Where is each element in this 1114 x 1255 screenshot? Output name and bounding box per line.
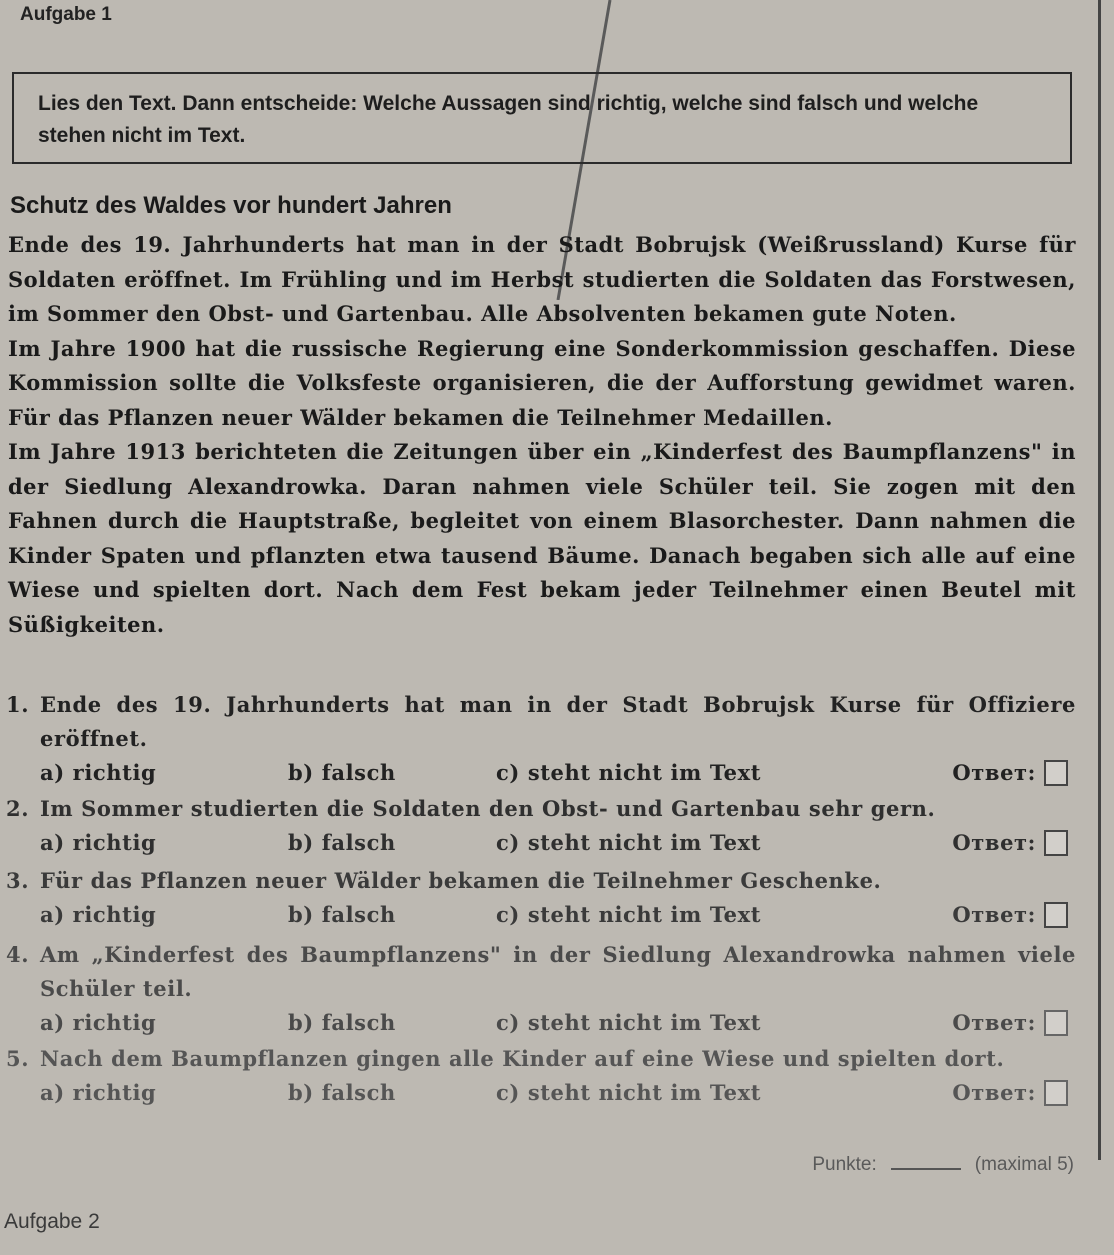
answer-box[interactable] <box>1044 1010 1068 1036</box>
question-5 <box>6 1042 1076 1110</box>
question-number: 3. <box>6 868 30 893</box>
question-statement: Am „Kinderfest des Baumpflanzens" in der Siedlung Alexandrowka nahmen viele Schüler teil. <box>40 942 1076 1001</box>
option-falsch[interactable]: b) falsch <box>288 902 396 927</box>
question-statement: Nach dem Baumpflanzen gingen alle Kinder auf eine Wiese und spielten dort. <box>40 1046 1005 1071</box>
options-row <box>6 898 1076 932</box>
passage-paragraph: Ende des 19. Jahrhunderts hat man in der Stadt Bobrujsk (Weißrussland) Kurse für Soldaten eröffnet. Im Frühling und im Herbst studierten die Soldaten das Forstwesen, im Sommer den Obst- und Gartenbau. Alle Absolventen bekamen gute Noten. <box>8 232 1076 326</box>
score-blank[interactable] <box>891 1150 961 1170</box>
instruction-box <box>12 72 1072 164</box>
question-text <box>6 1042 1076 1076</box>
answer-field <box>952 898 1068 932</box>
passage-paragraph: Im Jahre 1900 hat die russische Regierung eine Sonderkommission geschaffen. Diese Kommission sollte die Volksfeste organisieren, die der Aufforstung gewidmet waren. Für das Pflanzen neuer Wälder bekamen die Teilnehmer Medaillen. <box>8 335 1076 430</box>
score-max: (maximal 5) <box>974 1154 1074 1175</box>
answer-label: Ответ: <box>952 830 1036 855</box>
option-richtig[interactable]: a) richtig <box>40 1010 157 1035</box>
answer-box[interactable] <box>1044 1080 1068 1106</box>
score-label: Punkte: <box>812 1154 877 1175</box>
option-richtig[interactable]: a) richtig <box>40 830 157 855</box>
option-richtig[interactable]: a) richtig <box>40 760 157 785</box>
options-row <box>6 826 1076 860</box>
question-number: 5. <box>6 1046 30 1071</box>
question-text <box>6 792 1076 826</box>
answer-field <box>952 826 1068 860</box>
question-statement: Ende des 19. Jahrhunderts hat man in der Stadt Bobrujsk Kurse für Offiziere eröffnet. <box>40 692 1076 751</box>
answer-field <box>952 1076 1068 1110</box>
options-row <box>6 1006 1076 1040</box>
option-falsch[interactable]: b) falsch <box>288 1010 396 1035</box>
answer-box[interactable] <box>1044 760 1068 786</box>
option-nicht-im-text[interactable]: c) steht nicht im Text <box>496 830 762 855</box>
question-statement: Im Sommer studierten die Soldaten den Obst- und Gartenbau sehr gern. <box>40 796 936 821</box>
question-2 <box>6 792 1076 860</box>
option-richtig[interactable]: a) richtig <box>40 1080 157 1105</box>
instruction-text: Lies den Text. Dann entscheide: Welche Aussagen sind richtig, welche sind falsch und welche stehen nicht im Text. <box>38 92 979 147</box>
question-number: 2. <box>6 796 30 821</box>
options-row <box>6 756 1076 790</box>
answer-label: Ответ: <box>952 902 1036 927</box>
option-falsch[interactable]: b) falsch <box>288 830 396 855</box>
passage-paragraph: Im Jahre 1913 berichteten die Zeitungen über ein „Kinderfest des Baumpflanzens" in der Siedlung Alexandrowka. Daran nahmen viele Schüler teil. Sie zogen mit den Fahnen durch die Hauptstraße, begleitet von einem Blasorchester. Dann nahmen die Kinder Spaten und pflanzten etwa tausend Bäume. Danach begaben sich alle auf eine Wiese und spielten dort. Nach dem Fest bekam jeder Teilnehmer einen Beutel mit Süßigkeiten. <box>8 439 1076 637</box>
answer-label: Ответ: <box>952 760 1036 785</box>
option-richtig[interactable]: a) richtig <box>40 902 157 927</box>
answer-label: Ответ: <box>952 1080 1036 1105</box>
score-line <box>812 1150 1074 1176</box>
question-text <box>6 938 1076 1006</box>
option-falsch[interactable]: b) falsch <box>288 1080 396 1105</box>
question-3 <box>6 864 1076 932</box>
page-edge-line <box>1098 0 1101 1160</box>
option-nicht-im-text[interactable]: c) steht nicht im Text <box>496 1010 762 1035</box>
question-text <box>6 688 1076 756</box>
question-statement: Für das Pflanzen neuer Wälder bekamen die Teilnehmer Geschenke. <box>40 868 882 893</box>
reading-passage <box>8 228 1076 642</box>
answer-field <box>952 756 1068 790</box>
option-falsch[interactable]: b) falsch <box>288 760 396 785</box>
options-row <box>6 1076 1076 1110</box>
next-task-heading: Aufgabe 2 <box>4 1210 100 1233</box>
answer-label: Ответ: <box>952 1010 1036 1035</box>
question-number: 1. <box>6 692 30 717</box>
task-heading: Aufgabe 1 <box>20 4 112 25</box>
question-number: 4. <box>6 942 30 967</box>
text-title: Schutz des Waldes vor hundert Jahren <box>10 192 452 219</box>
answer-box[interactable] <box>1044 830 1068 856</box>
answer-box[interactable] <box>1044 902 1068 928</box>
option-nicht-im-text[interactable]: c) steht nicht im Text <box>496 902 762 927</box>
question-1 <box>6 688 1076 790</box>
option-nicht-im-text[interactable]: c) steht nicht im Text <box>496 1080 762 1105</box>
question-4 <box>6 938 1076 1040</box>
answer-field <box>952 1006 1068 1040</box>
option-nicht-im-text[interactable]: c) steht nicht im Text <box>496 760 762 785</box>
question-text <box>6 864 1076 898</box>
